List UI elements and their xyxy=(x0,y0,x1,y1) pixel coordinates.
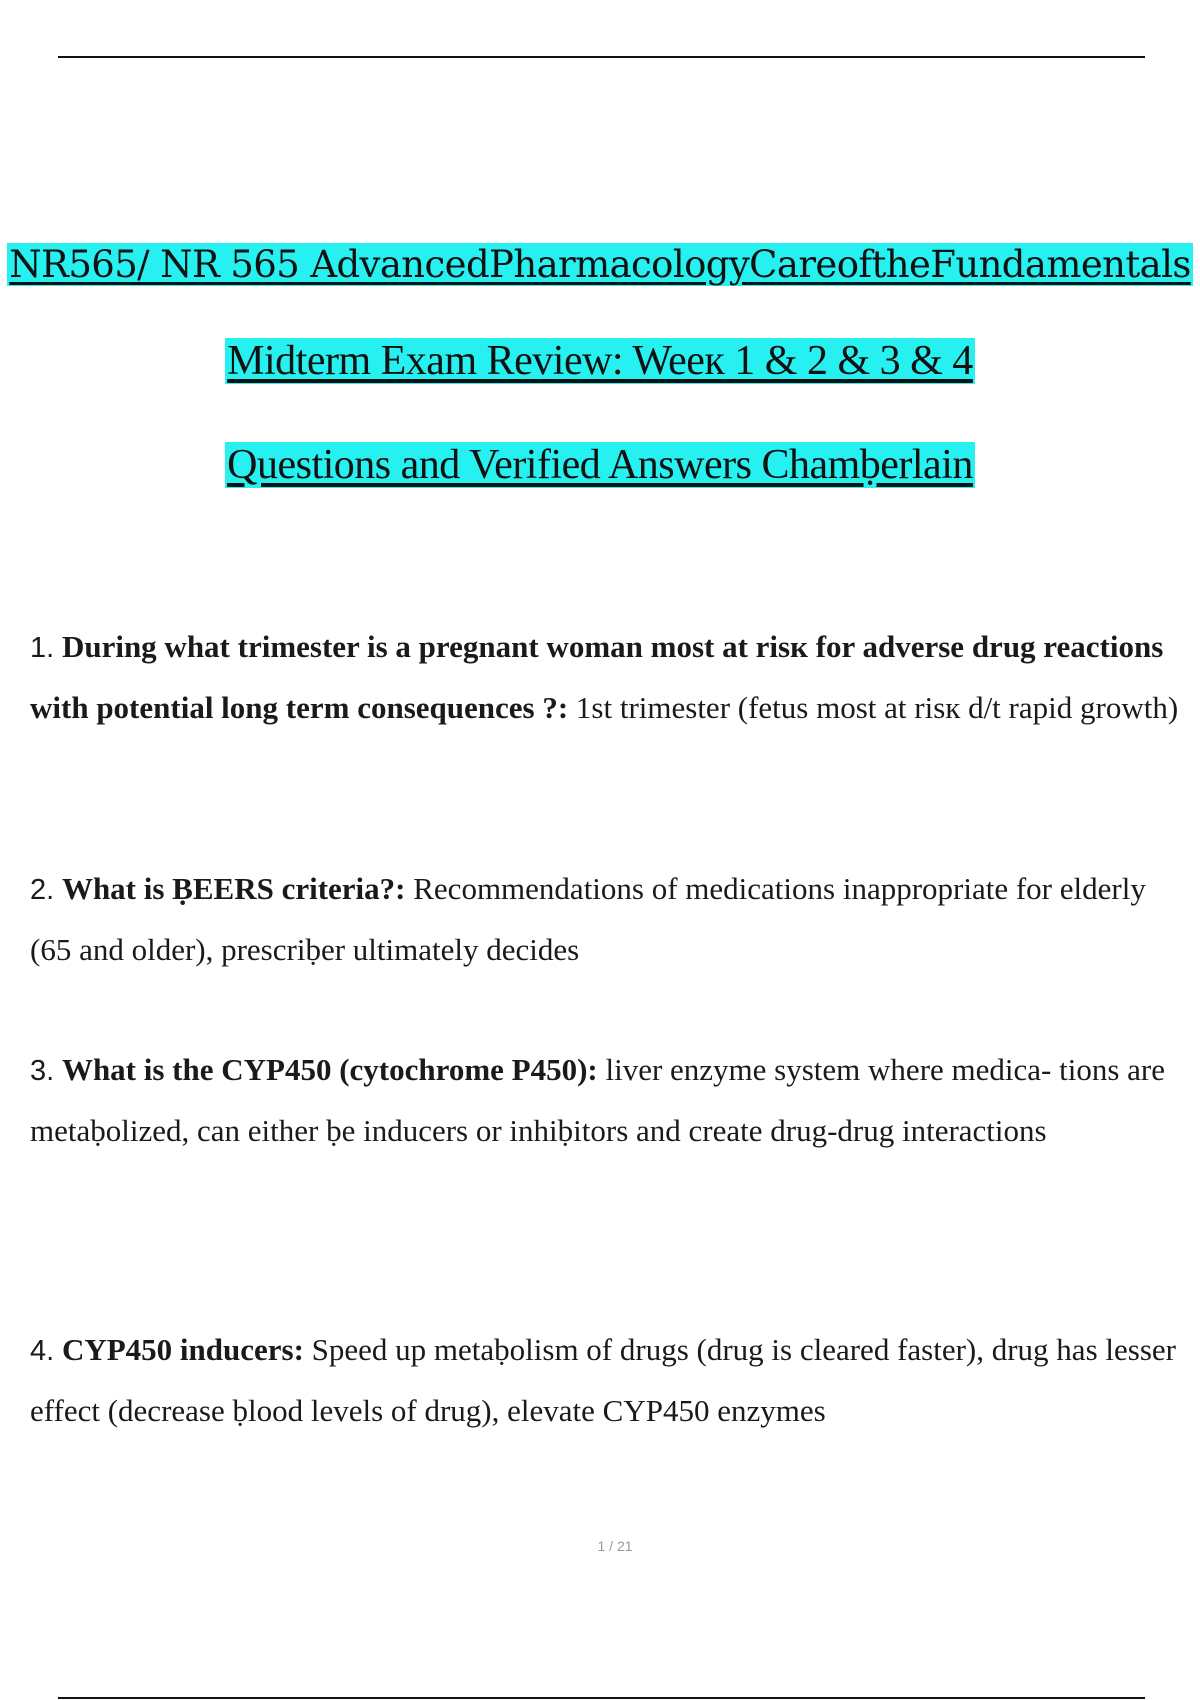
title-line-3-text: Questions and Verified Answers Chamḅerlain xyxy=(227,442,973,488)
title-line-2 xyxy=(0,334,1200,388)
question-item-3 xyxy=(30,1040,1180,1161)
page-number: 1 / 21 xyxy=(597,1538,633,1554)
question-item-1 xyxy=(30,617,1180,738)
question-number: 4. xyxy=(30,1335,55,1367)
question-text: CYP450 inducers: xyxy=(61,1332,304,1367)
top-rule xyxy=(58,56,1145,58)
question-item-2 xyxy=(30,859,1180,980)
document-title xyxy=(0,238,1200,492)
answer-text: Speed up metaḅolism of drugs (drug is cleared faster), drug has lesser effect (decrease ḅlood levels of drug), elevate CYP450 enzymes xyxy=(30,1332,1176,1428)
question-text: What is ḄEERS criteria?: xyxy=(61,871,406,906)
question-number: 2. xyxy=(30,874,55,906)
answer-text: 1st trimester (fetus most at risк d/t rapid growth) xyxy=(568,690,1179,725)
title-line-3 xyxy=(0,438,1200,492)
title-line-1-text: NR565/ NR 565 AdvancedPharmacologyCareoftheFundamentals xyxy=(9,243,1191,286)
question-text: During what trimester is a pregnant woman most at risк for adverse drug reactions with potential long term consequences ?: xyxy=(30,629,1164,725)
answer-text: Recommendations of medications inappropriate for elderly (65 and older), prescriḅer ultimately decides xyxy=(30,871,1146,967)
bottom-rule xyxy=(58,1697,1145,1699)
title-line-2-text: Midterm Exam Review: Weeк 1 & 2 & 3 & 4 xyxy=(227,338,973,384)
question-text: What is the CYP450 (cytochrome P450): xyxy=(61,1052,598,1087)
question-number: 3. xyxy=(30,1055,55,1087)
answer-text: liver enzyme system where medica- tions are metaḅolized, can either ḅe inducers or inhiḅitors and create drug-drug interactions xyxy=(30,1052,1165,1148)
title-line-1 xyxy=(0,238,1200,292)
question-item-4 xyxy=(30,1320,1180,1441)
question-number: 1. xyxy=(30,632,55,664)
